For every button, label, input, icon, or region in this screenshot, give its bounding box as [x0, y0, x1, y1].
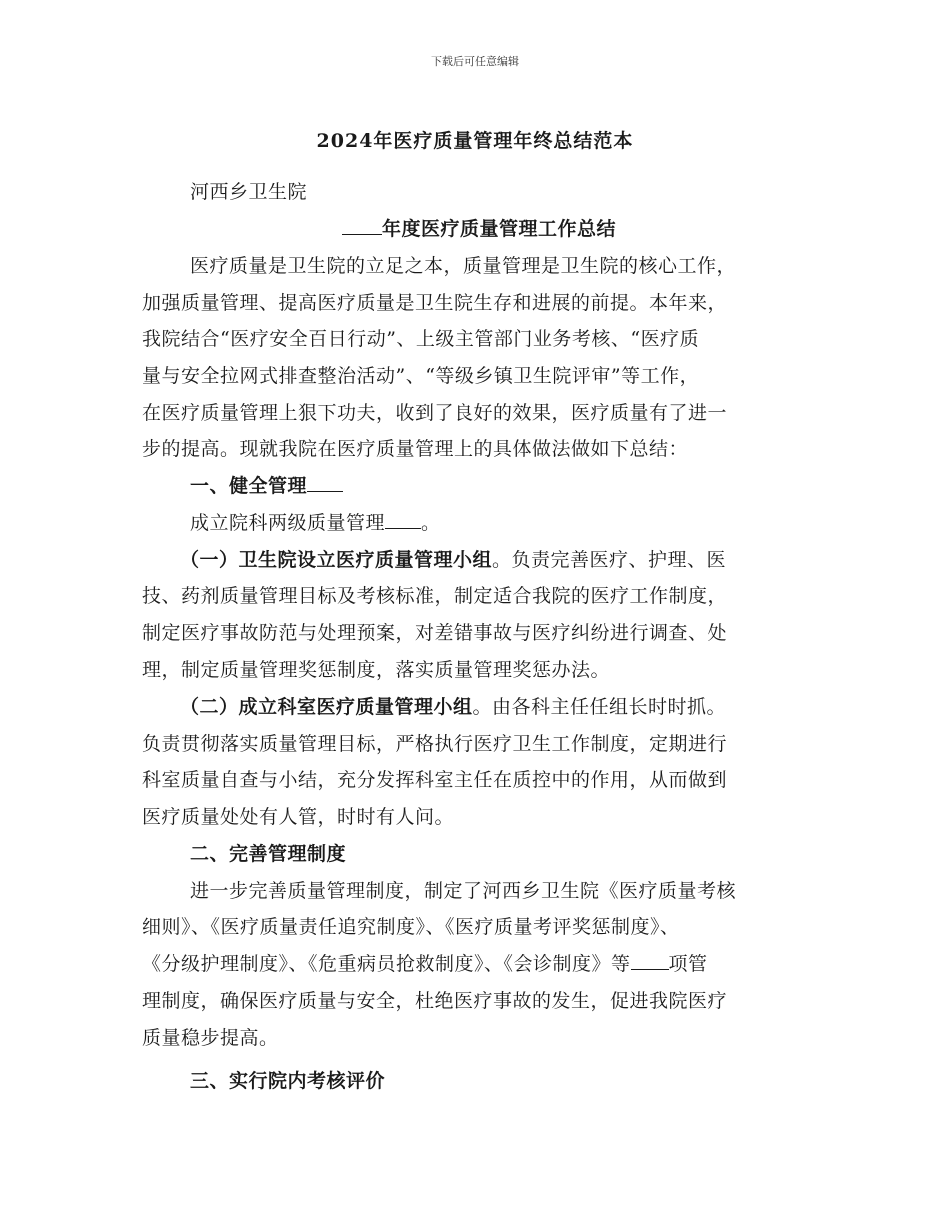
intro-line: 量与安全拉网式排查整治活动”、“等级乡镇卫生院评审”等工作，	[142, 365, 700, 387]
blank-underline	[307, 471, 343, 492]
subsection-line	[180, 545, 726, 572]
header-note: 下载后可任意编辑	[431, 55, 519, 68]
paragraph-line: 进一步完善质量管理制度，制定了河西乡卫生院《医疗质量考核	[190, 880, 737, 902]
subtitle-text: 年度医疗质量管理工作总结	[382, 218, 617, 240]
paragraph-line: 理制度，确保医疗质量与安全，杜绝医疗事故的发生，促进我院医疗	[142, 990, 728, 1012]
document-title: 2024年医疗质量管理年终总结范本	[316, 130, 634, 152]
section-heading: 二、完善管理制度	[190, 843, 347, 865]
paragraph-text: 项管	[668, 953, 708, 975]
paragraph-line: 理，制定质量管理奖惩制度，落实质量管理奖惩办法。	[142, 659, 611, 681]
section-heading: 三、实行院内考核评价	[190, 1070, 386, 1092]
section-heading	[190, 471, 343, 498]
intro-line: 我院结合“医疗安全百日行动”、上级主管部门业务考核、“医疗质	[142, 328, 700, 350]
blank-underline	[385, 508, 421, 529]
intro-line: 医疗质量是卫生院的立足之本，质量管理是卫生院的核心工作，	[190, 255, 737, 277]
intro-line: 加强质量管理、提高医疗质量是卫生院生存和进展的前提。本年来，	[142, 292, 728, 314]
blank-underline	[631, 949, 669, 970]
paragraph-line: 制定医疗事故防范与处理预案，对差错事故与医疗纠纷进行调查、处	[142, 622, 728, 644]
report-subtitle	[342, 214, 616, 241]
subsection-text: 。负责完善医疗、护理、医	[492, 549, 727, 571]
paragraph-line: 科室质量自查与小结，充分发挥科室主任在质控中的作用，从而做到	[142, 769, 728, 791]
organization-name: 河西乡卫生院	[190, 181, 308, 203]
subsection-title: （二）成立科室医疗质量管理小组	[180, 696, 473, 718]
intro-line: 在医疗质量管理上狠下功夫，收到了良好的效果，医疗质量有了进一	[142, 402, 728, 424]
section-lead	[190, 508, 441, 535]
subsection-title: （一）卫生院设立医疗质量管理小组	[180, 549, 493, 571]
section-lead-text: 成立院科两级质量管理	[190, 512, 386, 534]
paragraph-line: 技、药剂质量管理目标及考核标准，制定适合我院的医疗工作制度，	[142, 585, 728, 607]
paragraph-line: 质量稳步提高。	[142, 1027, 279, 1049]
paragraph-line: 细则》、《医疗质量责任追究制度》、《医疗质量考评奖惩制度》、	[142, 916, 680, 938]
paragraph-text: 《分级护理制度》、《危重病员抢救制度》、《会诊制度》等	[142, 953, 631, 975]
intro-line: 步的提高。现就我院在医疗质量管理上的具体做法做如下总结：	[142, 438, 689, 460]
paragraph-line: 医疗质量处处有人管，时时有人问。	[142, 806, 455, 828]
blank-underline	[342, 214, 382, 235]
section-heading-text: 一、健全管理	[190, 475, 308, 497]
subsection-line	[180, 692, 726, 719]
section-lead-end: 。	[421, 512, 441, 534]
paragraph-line: 负责贯彻落实质量管理目标，严格执行医疗卫生工作制度，定期进行	[142, 733, 728, 755]
subsection-text: 。由各科主任任组长时时抓。	[472, 696, 727, 718]
paragraph-line	[142, 949, 708, 976]
